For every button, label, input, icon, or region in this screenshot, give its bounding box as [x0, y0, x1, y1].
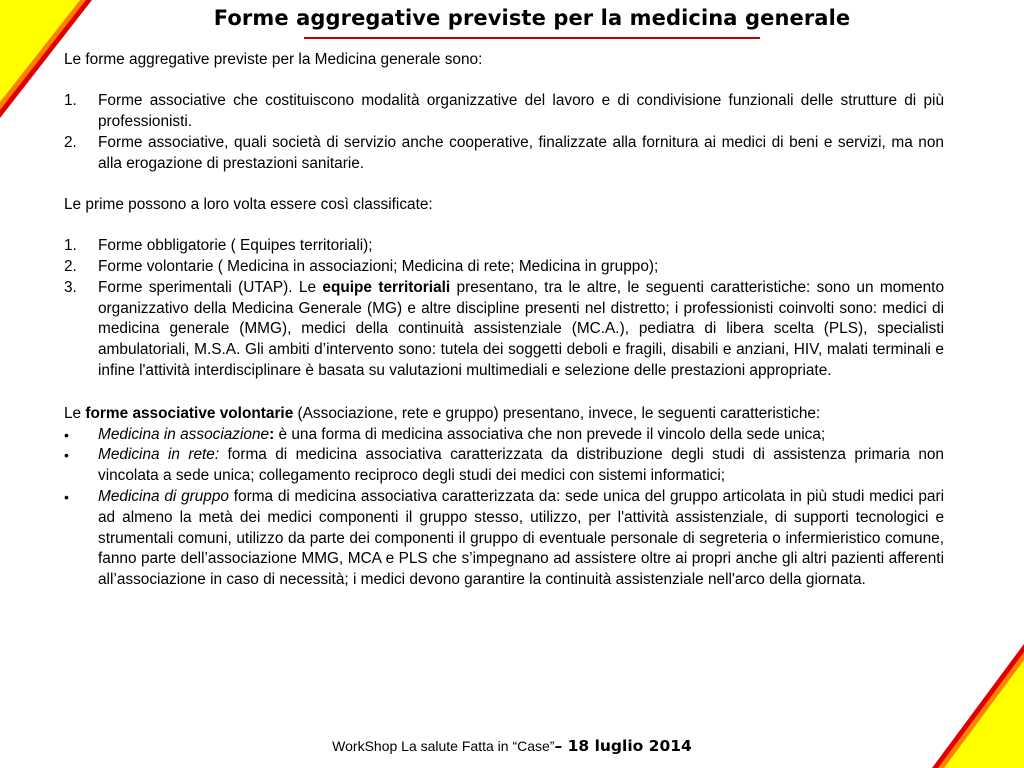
bullet-item	[64, 487, 944, 591]
text-run: presentano, tra le altre, le seguenti caratteristiche: sono un momento organizzativo della Medicina Generale (MG) e altre discipline presenti nel distretto; i professionisti coinvolti sono: medici di medicina generale (MMG), medici della continuità assistenziale (MC.A.), pediatra di libera scelta (PLS), specialisti ambulatoriali, M.S.A. Gli ambiti d’intervento sono: tutela dei soggetti deboli e fragili, disabili e anziani, HIV, malati terminali e infine l'attività interdisciplinare è basata su valutazioni multimediali e selezione delle prestazioni appropriate.	[98, 278, 945, 380]
list-item-text: Forme associative che costituiscono modalità organizzative del lavoro e di condivisione funzionali delle strutture di più professionisti.	[98, 92, 944, 131]
document-body	[64, 50, 944, 591]
bullet-item-text	[98, 487, 944, 591]
classification-intro: Le prime possono a loro volta essere così classificate:	[64, 195, 433, 213]
text-run: Le	[64, 404, 86, 422]
list-number: 2.	[64, 258, 77, 276]
list-item-text: Forme volontarie ( Medicina in associazioni; Medicina di rete; Medicina in gruppo);	[98, 258, 659, 276]
page-title: Forme aggregative previste per la medicina generale	[213, 6, 851, 30]
list-number: 1.	[64, 237, 77, 255]
footer-event: WorkShop La salute Fatta in “Case”	[332, 738, 555, 754]
bullet-icon: •	[64, 489, 69, 506]
list-item	[64, 236, 944, 257]
italic-term: Medicina in associazione	[98, 425, 270, 443]
text-run: Forme sperimentali (UTAP). Le	[98, 278, 323, 296]
bullet-item-text	[98, 445, 944, 487]
italic-term: Medicina di gruppo	[98, 488, 229, 506]
footer	[0, 737, 1024, 755]
list-item	[64, 91, 944, 133]
bullet-item-text	[98, 425, 944, 446]
bullet-icon: •	[64, 447, 69, 464]
bullet-item	[64, 425, 944, 446]
list-item	[64, 257, 944, 278]
list-item-text: Forme associative, quali società di servizio anche cooperative, finalizzate alla fornitura ai medici di beni e servizi, ma non alla erogazione di prestazioni sanitarie.	[98, 133, 944, 172]
title-underline	[304, 37, 760, 39]
bold-term: forme associative volontarie	[85, 404, 294, 422]
intro-paragraph: Le forme aggregative previste per la Medicina generale sono:	[64, 51, 483, 68]
voluntary-forms-intro	[64, 404, 944, 425]
list-number: 3.	[64, 278, 77, 296]
text-run: forma di medicina associativa caratterizzata da distribuzione degli studi di assistenza primaria non vincolata a sede unica; collegamento reciproco degli studi dei medici con sistemi informatici;	[98, 446, 944, 485]
bullet-icon: •	[64, 426, 69, 443]
list-number: 1.	[64, 92, 77, 110]
list-number: 2.	[64, 133, 77, 151]
bullet-item	[64, 445, 944, 487]
list-item	[64, 278, 944, 382]
footer-date: – 18 luglio 2014	[554, 737, 692, 755]
text-run: forma di medicina associativa caratterizzata da: sede unica del gruppo articolata in più studi medici pari ad almeno la metà dei medici componenti il gruppo stesso, utilizzo, per l'attività assistenziale, di supporti tecnologici e strumentali comuni, utilizzo da parte dei componenti il gruppo di eventuale personale di segreteria o infermieristico comune, fanno parte dell’associazione MMG, MCA e PLS che s’impegnano ad assistere oltre ai propri anche gli altri pazienti afferenti all’associazione in caso di necessità; i medici devono garantire la continuità assistenziale nell'arco della giornata.	[98, 488, 944, 589]
italic-term: Medicina in rete:	[98, 446, 220, 464]
text-run: è una forma di medicina associativa che non prevede il vincolo della sede unica;	[278, 425, 826, 443]
term-separator: :	[269, 425, 279, 443]
bold-term: equipe territoriali	[322, 278, 451, 296]
list-item-text	[98, 278, 944, 382]
text-run: (Associazione, rete e gruppo) presentano, invece, le seguenti caratteristiche:	[293, 404, 821, 422]
list-item	[64, 133, 944, 175]
list-item-text: Forme obbligatorie ( Equipes territoriali);	[98, 237, 373, 255]
term-separator	[219, 446, 227, 463]
